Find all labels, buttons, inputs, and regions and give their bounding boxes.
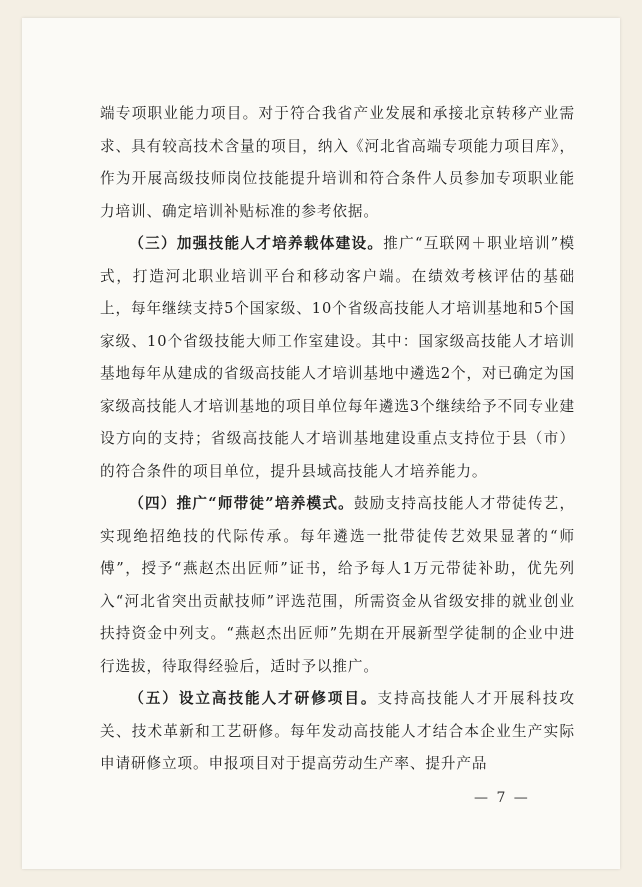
paragraph-continuation [100,98,575,228]
page-number: — 7 — [474,790,530,806]
section-heading: （四）推广“师带徒”培养模式。 [129,495,354,512]
paragraph-text: 鼓励支持高技能人才带徒传艺，实现绝招绝技的代际传承。每年遴选一批带徒传艺效果显著的“师傅”，授予“燕赵杰出匠师”证书，给予每人1万元带徒补助，优先列入“河北省突出贡献技师”评选范围，所需资金从省级安排的就业创业扶持资金中列支。“燕赵杰出匠师”先期在开展新型学徒制的企业中进行选拔，待取得经验后，适时予以推广。 [100,495,575,675]
paragraph-text: 推广“互联网＋职业培训”模式，打造河北职业培训平台和移动客户端。在绩效考核评估的基础上，每年继续支持5个国家级、10个省级高技能人才培训基地和5个国家级、10个省级技能大师工作室建设。其中：国家级高技能人才培训基地每年从建成的省级高技能人才培训基地中遴选2个，对已确定为国家级高技能人才培训基地的项目单位每年遴选3个继续给予不同专业建设方向的支持；省级高技能人才培训基地建设重点支持位于县（市）的符合条件的项目单位，提升县域高技能人才培养能力。 [100,235,576,480]
paragraph-text: 端专项职业能力项目。对于符合我省产业发展和承接北京转移产业需求、具有较高技术含量的项目，纳入《河北省高端专项能力项目库》，作为开展高级技师岗位技能提升培训和符合条件人员参加专项职业能力培训、确定培训补贴标准的参考依据。 [100,105,575,220]
section-heading: （五）设立高技能人才研修项目。 [129,690,378,707]
body-text [100,98,575,781]
paragraph-section-4 [100,488,575,683]
paragraph-text: 支持高技能人才开展科技攻关、技术革新和工艺研修。每年发动高技能人才结合本企业生产实际申请研修立项。申报项目对于提高劳动生产率、提升产品 [100,690,575,772]
document-page [22,18,620,869]
paragraph-section-3 [100,228,575,488]
paragraph-section-5 [100,683,575,781]
section-heading: （三）加强技能人才培养载体建设。 [129,235,384,252]
